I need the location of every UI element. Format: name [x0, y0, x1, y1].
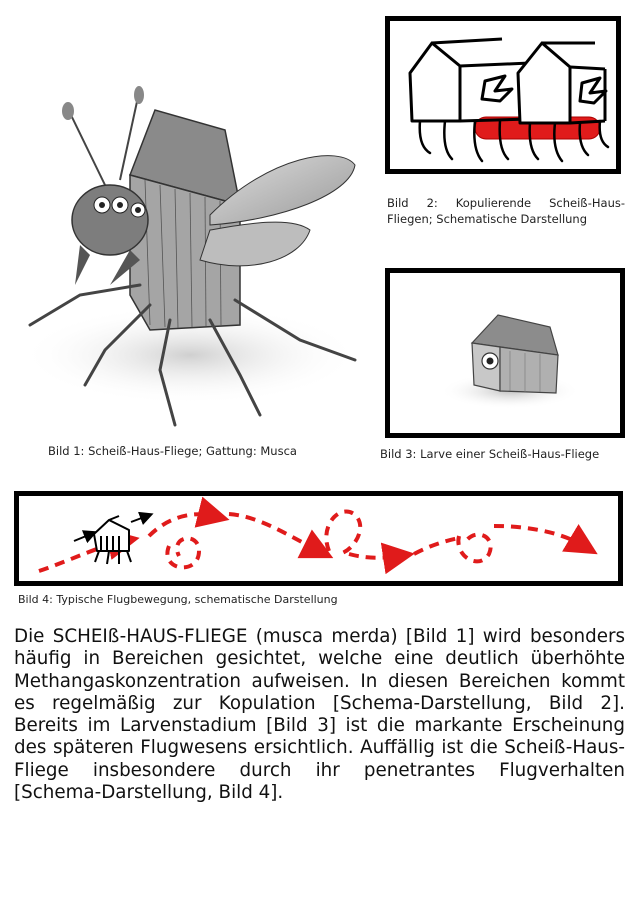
- body-paragraph: Die SCHEIß-HAUS-FLIEGE (musca merda) [Bild 1] wird besonders häufig in Bereichen gesichtet, welche eine deutlich überhöhte Methangaskonzentration aufweisen. In diesen Bereichen kommt es regelmäßig zur Kopulation [Schema-Darstellung, Bild 2]. Bereits im Larvenstadium [Bild 3] ist die markante Erscheinung des späteren Flugwesens ersichtlich. Auffällig ist die Scheiß-Haus-Fliege insbesondere durch ihr penetrantes Flugverhalten [Schema-Darstellung, Bild 4].: [14, 626, 625, 804]
- figure-2-frame: [385, 16, 621, 174]
- figure-2-caption: Bild 2: Kopulierende Scheiß-Haus-Fliegen; Schematische Darstellung: [387, 196, 625, 226]
- figure-1-caption: Bild 1: Scheiß-Haus-Fliege; Gattung: Musca: [48, 444, 297, 458]
- figure-3-caption: Bild 3: Larve einer Scheiß-Haus-Fliege: [380, 447, 600, 461]
- figure-1-illustration: [10, 85, 360, 435]
- figure-4-frame: [14, 491, 623, 586]
- figure-4-caption: Bild 4: Typische Flugbewegung, schematische Darstellung: [18, 593, 338, 606]
- figure-3-frame: [385, 268, 625, 438]
